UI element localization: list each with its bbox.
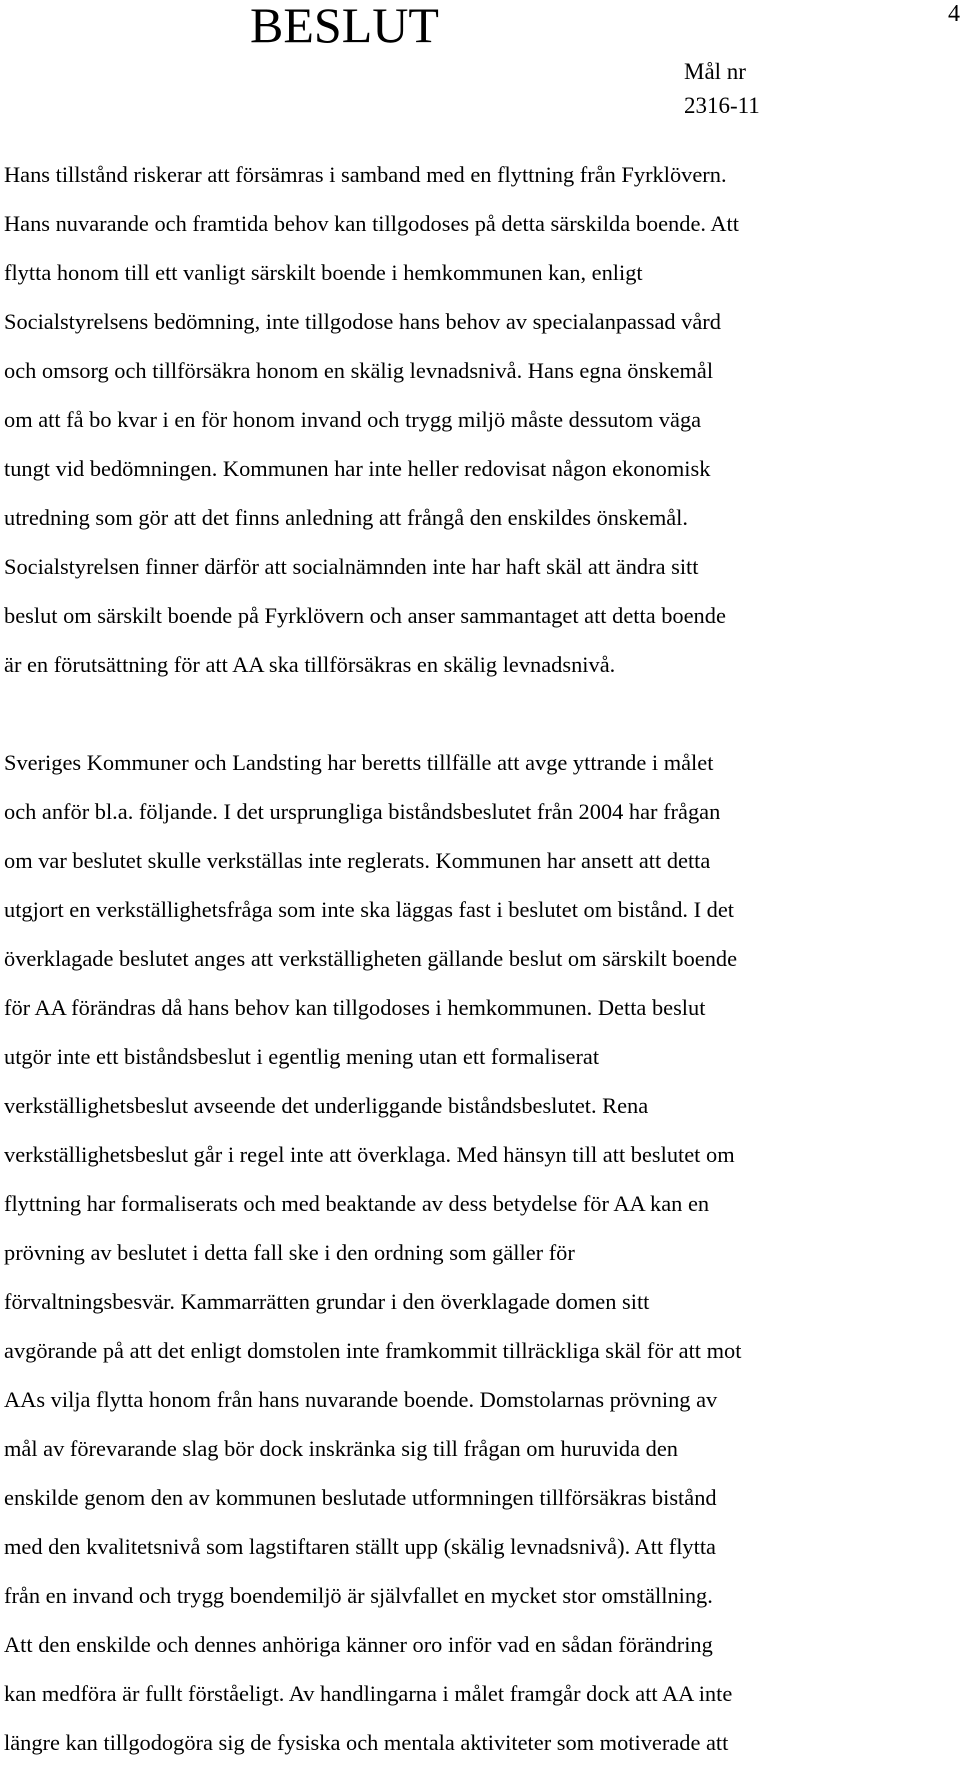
text-line: utgör inte ett biståndsbeslut i egentlig mening utan ett formaliserat xyxy=(4,1044,600,1069)
text-line: från en invand och trygg boendemiljö är självfallet en mycket stor omställning. xyxy=(4,1583,713,1608)
text-line: förvaltningsbesvär. Kammarrätten grundar i den överklagade domen sitt xyxy=(4,1289,650,1314)
text-line: och anför bl.a. följande. I det ursprungliga biståndsbeslutet från 2004 har frågan xyxy=(4,799,721,824)
text-line: avgörande på att det enligt domstolen inte framkommit tillräckliga skäl för att mot xyxy=(4,1338,742,1363)
text-line: enskilde genom den av kommunen beslutade utformningen tillförsäkras bistånd xyxy=(4,1485,717,1510)
text-line: om var beslutet skulle verkställas inte reglerats. Kommunen har ansett att detta xyxy=(4,848,711,873)
text-line: beslut om särskilt boende på Fyrklövern och anser sammantaget att detta boende xyxy=(4,603,726,628)
text-line: med den kvalitetsnivå som lagstiftaren ställt upp (skälig levnadsnivå). Att flytta xyxy=(4,1534,716,1559)
text-line: tungt vid bedömningen. Kommunen har inte heller redovisat någon ekonomisk xyxy=(4,456,711,481)
text-line: och omsorg och tillförsäkra honom en skälig levnadsnivå. Hans egna önskemål xyxy=(4,358,714,383)
text-line: utgjort en verkställighetsfråga som inte ska läggas fast i beslutet om bistånd. I det xyxy=(4,897,735,922)
case-number-label: Mål nr xyxy=(684,59,746,84)
text-line: prövning av beslutet i detta fall ske i den ordning som gäller för xyxy=(4,1240,575,1265)
text-line: om att få bo kvar i en för honom invand och trygg miljö måste dessutom väga xyxy=(4,407,702,432)
text-line: för AA förändras då hans behov kan tillgodoses i hemkommunen. Detta beslut xyxy=(4,995,706,1020)
text-line: utredning som gör att det finns anledning att frångå den enskildes önskemål. xyxy=(4,505,688,530)
text-line: Hans tillstånd riskerar att försämras i samband med en flyttning från Fyrklövern. xyxy=(4,162,727,187)
text-line: Sveriges Kommuner och Landsting har beretts tillfälle att avge yttrande i målet xyxy=(4,750,714,775)
paragraph-2 xyxy=(4,738,960,1767)
page-number: 4 xyxy=(948,1,960,27)
text-line: verkställighetsbeslut går i regel inte att överklaga. Med hänsyn till att beslutet om xyxy=(4,1142,735,1167)
paragraph-1 xyxy=(4,150,960,689)
text-line: Socialstyrelsens bedömning, inte tillgodose hans behov av specialanpassad vård xyxy=(4,309,721,334)
text-line: verkställighetsbeslut avseende det underliggande biståndsbeslutet. Rena xyxy=(4,1093,649,1118)
text-line: Socialstyrelsen finner därför att socialnämnden inte har haft skäl att ändra sitt xyxy=(4,554,699,579)
text-line: längre kan tillgodogöra sig de fysiska och mentala aktiviteter som motiverade att xyxy=(4,1730,729,1755)
text-line: överklagade beslutet anges att verkställigheten gällande beslut om särskilt boende xyxy=(4,946,738,971)
text-line: mål av förevarande slag bör dock inskränka sig till frågan om huruvida den xyxy=(4,1436,678,1461)
text-line: Hans nuvarande och framtida behov kan tillgodoses på detta särskilda boende. Att xyxy=(4,211,739,236)
text-line: AAs vilja flytta honom från hans nuvarande boende. Domstolarnas prövning av xyxy=(4,1387,718,1412)
text-line: flyttning har formaliserats och med beaktande av dess betydelse för AA kan en xyxy=(4,1191,710,1216)
text-line: kan medföra är fullt förståeligt. Av handlingarna i målet framgår dock att AA inte xyxy=(4,1681,733,1706)
text-line: Att den enskilde och dennes anhöriga känner oro inför vad en sådan förändring xyxy=(4,1632,713,1657)
case-number: 2316-11 xyxy=(684,93,760,118)
text-line: är en förutsättning för att AA ska tillförsäkras en skälig levnadsnivå. xyxy=(4,652,616,677)
text-line: flytta honom till ett vanligt särskilt boende i hemkommunen kan, enligt xyxy=(4,260,643,285)
document-title: BESLUT xyxy=(250,0,439,53)
